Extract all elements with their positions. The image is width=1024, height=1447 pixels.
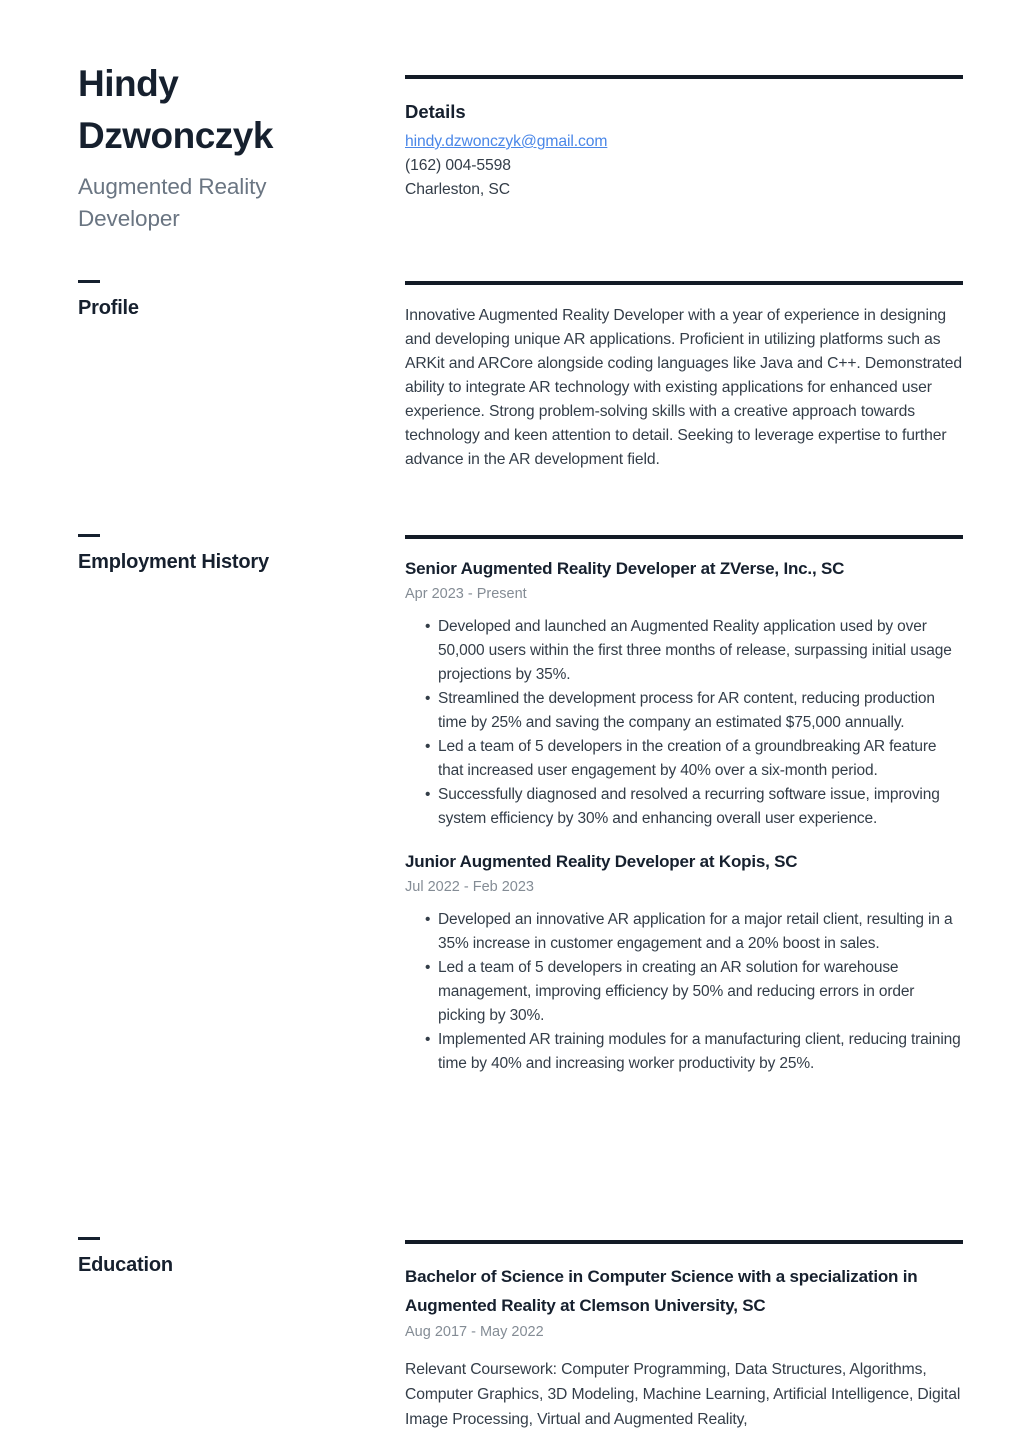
job-bullet: • Developed and launched an Augmented Reality application used by over 50,000 users within the first three months of release, surpassing initial usage projections by 35%. <box>425 615 963 687</box>
degree-title: Bachelor of Science in Computer Science with a specialization in Augmented Reality at Clemson University, SC <box>405 1267 918 1315</box>
job-bullet: • Streamlined the development process for AR content, reducing production time by 25% and saving the company an estimated $75,000 annually. <box>425 687 963 735</box>
email-row <box>405 130 963 154</box>
job-dates: Apr 2023 - Present <box>405 585 527 602</box>
section-dash <box>78 1237 100 1240</box>
person-name: Hindy Dzwonczyk <box>78 63 273 156</box>
education-coursework: Relevant Coursework: Computer Programming, Data Structures, Algorithms, Computer Graphics, 3D Modeling, Machine Learning, Artificial Intelligence, Digital Image Processing, Virtual and Augmented Reality, <box>405 1361 961 1428</box>
profile-heading: Profile <box>78 297 139 319</box>
header <box>78 58 330 234</box>
job-bullet: • Implemented AR training modules for a manufacturing client, reducing training time by 40% and increasing worker productivity by 25%. <box>425 1028 963 1076</box>
job-bullet: • Led a team of 5 developers in the creation of a groundbreaking AR feature that increased user engagement by 40% over a six-month period. <box>425 735 963 783</box>
education-heading: Education <box>78 1254 173 1276</box>
job-title: Junior Augmented Reality Developer at Kopis, SC <box>405 851 798 871</box>
section-rule <box>405 535 963 539</box>
education-section-label <box>78 1237 173 1277</box>
details-heading: Details <box>405 101 466 122</box>
job-dates: Jul 2022 - Feb 2023 <box>405 878 534 895</box>
employment-heading: Employment History <box>78 551 269 573</box>
email-link[interactable]: hindy.dzwonczyk@gmail.com <box>405 133 608 150</box>
job-bullet: • Successfully diagnosed and resolved a recurring software issue, improving system efficiency by 30% and enhancing overall user experience. <box>425 783 963 831</box>
location-text: Charleston, SC <box>405 181 510 198</box>
job-bullet: • Led a team of 5 developers in creating an AR solution for warehouse management, improving efficiency by 50% and reducing errors in order picking by 30%. <box>425 956 963 1028</box>
job-title: Senior Augmented Reality Developer at ZVerse, Inc., SC <box>405 559 845 578</box>
person-job-title: Augmented Reality Developer <box>78 173 267 231</box>
profile-text: Innovative Augmented Reality Developer with a year of experience in designing and developing unique AR applications. Proficient in utilizing platforms such as ARKit and ARCore alongside coding languages like Java and C++. Demonstrated ability to integrate AR technology with existing applications for enhanced user experience. Strong problem-solving skills with a creative approach towards technology and keen attention to detail. Seeking to leverage expertise to further advance in the AR development field. <box>405 307 962 468</box>
phone-text: (162) 004-5598 <box>405 157 511 174</box>
details-section <box>405 75 963 281</box>
section-dash <box>78 280 100 283</box>
section-rule <box>405 1240 963 1244</box>
job-entry <box>405 851 963 1076</box>
job-bullet-list <box>405 615 963 831</box>
job-bullet-list <box>405 908 963 1076</box>
employment-section-label <box>78 534 269 574</box>
profile-section-label <box>78 280 139 320</box>
job-bullet: • Developed an innovative AR application for a major retail client, resulting in a 35% increase in customer engagement and a 20% boost in sales. <box>425 908 963 956</box>
education-dates: Aug 2017 - May 2022 <box>405 1324 544 1340</box>
profile-section <box>405 281 963 533</box>
employment-section <box>405 535 963 1238</box>
job-entry <box>405 558 963 831</box>
section-rule <box>405 75 963 79</box>
section-dash <box>78 534 100 537</box>
education-section <box>405 1240 963 1447</box>
section-rule <box>405 281 963 285</box>
